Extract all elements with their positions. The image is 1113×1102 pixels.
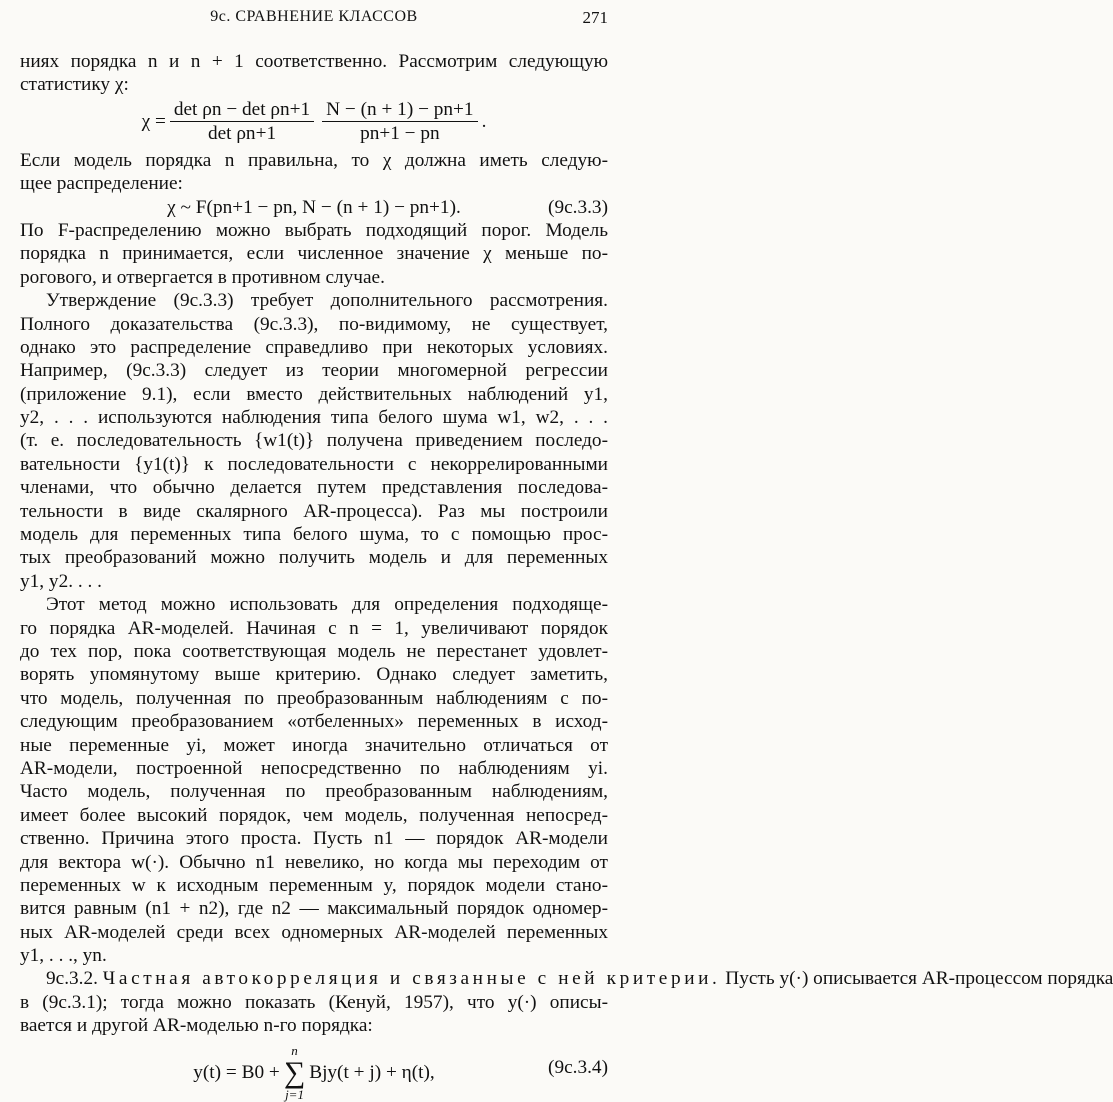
text-line: переменных w к исходным переменным y, порядок модели стано- [20, 874, 608, 896]
fraction-dof [322, 99, 477, 144]
summation [284, 1044, 305, 1102]
section-heading-line [20, 967, 1113, 990]
text-line: следующим преобразованием «отбеленных» переменных в исход- [20, 711, 608, 733]
page-body [20, 50, 1113, 1102]
equation-period: . [481, 110, 487, 132]
equation-9c-3-3 [20, 196, 608, 219]
text-line: (приложение 9.1), если вместо действительных наблюдений y1, [20, 383, 608, 405]
text-line: Этот метод можно использовать для определения подходяще- [46, 594, 608, 616]
equation-chi-statistic [20, 97, 608, 149]
text-line: y1, . . ., yn. [20, 945, 107, 967]
text-line: ственно. Причина этого проста. Пусть n1 — порядок AR-модели [20, 828, 608, 850]
text-line: Часто модель, полученная по преобразованным наблюдениям, [20, 781, 608, 803]
fraction-denominator: pn+1 − pn [360, 122, 440, 144]
text-line: По F-распределению можно выбрать подходящий порог. Модель [20, 219, 608, 241]
page-number: 271 [582, 8, 608, 27]
text-line: до тех пор, пока соответствующая модель не перестанет удовлет- [20, 640, 608, 662]
text-line: вится равным (n1 + n2), где n2 — максимальный порядок одномер- [20, 898, 608, 920]
equation-label: (9с.3.4) [548, 1056, 608, 1078]
fraction-numerator: det ρn − det ρn+1 [170, 99, 314, 122]
equation-formula: χ ~ F(pn+1 − pn, N − (n + 1) − pn+1). [167, 196, 461, 218]
text-line: ных AR-моделей среди всех одномерных AR-моделей переменных [20, 921, 608, 943]
equation-lhs: χ = [141, 110, 166, 132]
equation-9c-3-4 [20, 1042, 608, 1102]
sum-symbol: ∑ [283, 1055, 306, 1089]
equation-label: (9с.3.3) [548, 196, 608, 218]
text-line: рогового, и отвергается в противном случае. [20, 266, 385, 288]
text-line: в (9с.3.1); тогда можно показать (Кенуй, 1957), что y(·) описы- [20, 991, 608, 1013]
sum-upper-limit: n [291, 1042, 298, 1058]
text-line: Полного доказательства (9с.3.3), по-видимому, не существует, [20, 313, 608, 335]
section-title: Частная автокорреляция и связанные с ней критерии. [102, 968, 721, 990]
text-line: Утверждение (9с.3.3) требует дополнительного рассмотрения. [46, 290, 608, 312]
text-line: щее распределение: [20, 173, 183, 195]
running-header [20, 8, 608, 32]
text-line: порядка n принимается, если численное значение χ меньше по- [20, 243, 608, 265]
text-line: вательности {y1(t)} к последовательности с некоррелированными [20, 453, 608, 475]
text-line: y1, y2. . . . [20, 570, 102, 592]
sum-lower-limit: j=1 [285, 1086, 304, 1102]
section-number: 9с.3.2. [46, 968, 98, 990]
text-line: однако это распределение справедливо при некоторых условиях. [20, 336, 608, 358]
text-line: (т. е. последовательность {w1(t)} получена приведением последо- [20, 430, 608, 452]
fraction-denominator: det ρn+1 [207, 122, 277, 144]
fraction-numerator: N − (n + 1) − pn+1 [322, 99, 477, 122]
text-line: тельности в виде скалярного AR-процесса). Раз мы построили [20, 500, 608, 522]
text-line: ниях порядка n и n + 1 соответственно. Рассмотрим следующую [20, 51, 608, 72]
text-line: тых преобразований можно получить модель и для переменных [20, 547, 608, 569]
text-line: ворять упомянутому выше критерию. Однако следует заметить, [20, 664, 608, 686]
text-line: что модель, полученная по преобразованным наблюдениям с по- [20, 687, 608, 709]
equation-rhs: Bjy(t + j) + η(t), [309, 1061, 435, 1083]
text-line: го порядка AR-моделей. Начиная с n = 1, увеличивают порядок [20, 617, 608, 639]
text-line: модель для переменных типа белого шума, то с помощью прос- [20, 524, 608, 546]
text-line: AR-модели, построенной непосредственно по наблюдениям yi. [20, 757, 608, 779]
text-line: y2, . . . используются наблюдения типа белого шума w1, w2, . . . [20, 407, 608, 429]
text-line: вается и другой AR-моделью n-го порядка: [20, 1015, 373, 1037]
fraction-det [170, 99, 314, 144]
equation-lhs: y(t) = B0 + [193, 1061, 280, 1083]
text-line: имеет более высокий порядок, чем модель, полученная непосред- [20, 804, 608, 826]
text-fragment: Пусть y(·) описывается AR-процессом порядка [725, 968, 1113, 990]
text-line: Например, (9с.3.3) следует из теории многомерной регрессии [20, 360, 608, 382]
text-line: статистику χ: [20, 74, 129, 96]
text-line: членами, что обычно делается путем представления последова- [20, 477, 608, 499]
text-line: для вектора w(·). Обычно n1 невелико, но когда мы переходим от [20, 851, 608, 873]
text-line: ные переменные yi, может иногда значительно отличаться от [20, 734, 608, 756]
running-title: 9с. СРАВНЕНИЕ КЛАССОВ [210, 8, 418, 25]
text-line: Если модель порядка n правильна, то χ должна иметь следую- [20, 149, 608, 171]
